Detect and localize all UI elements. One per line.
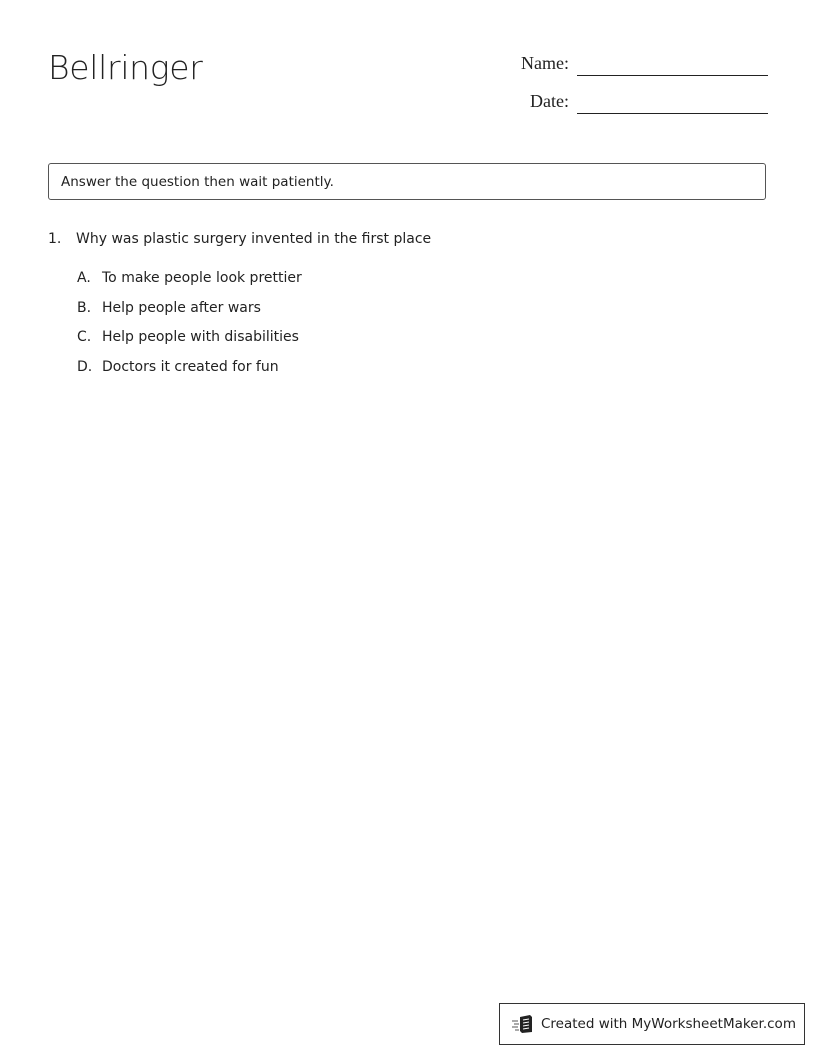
- option-letter: C.: [77, 329, 92, 345]
- date-field: [530, 91, 768, 112]
- question-number: 1.: [48, 231, 62, 247]
- question-1: [48, 231, 431, 247]
- option-text: Help people with disabilities: [102, 329, 299, 345]
- name-field: [521, 53, 768, 74]
- option-d: [77, 359, 302, 389]
- option-letter: D.: [77, 358, 93, 375]
- option-text: Doctors it created for fun: [102, 358, 279, 375]
- option-letter: A.: [77, 270, 91, 286]
- worksheet-title: Bellringer: [48, 48, 203, 87]
- option-b: [77, 300, 302, 330]
- option-letter: B.: [77, 299, 92, 316]
- worksheet-maker-logo-icon: [512, 1014, 534, 1034]
- name-blank-line: [577, 74, 768, 76]
- answer-options: [77, 270, 302, 388]
- option-c: [77, 329, 302, 359]
- option-text: To make people look prettier: [102, 270, 302, 286]
- date-label: Date:: [530, 91, 569, 111]
- instructions-box: Answer the question then wait patiently.: [48, 163, 766, 200]
- question-text: Why was plastic surgery invented in the first place: [76, 231, 432, 247]
- footer-text: Created with MyWorksheetMaker.com: [541, 1016, 796, 1032]
- option-a: [77, 270, 302, 300]
- name-label: Name:: [521, 53, 569, 73]
- footer-credit: [499, 1003, 805, 1045]
- date-blank-line: [577, 112, 768, 114]
- option-text: Help people after wars: [102, 299, 261, 316]
